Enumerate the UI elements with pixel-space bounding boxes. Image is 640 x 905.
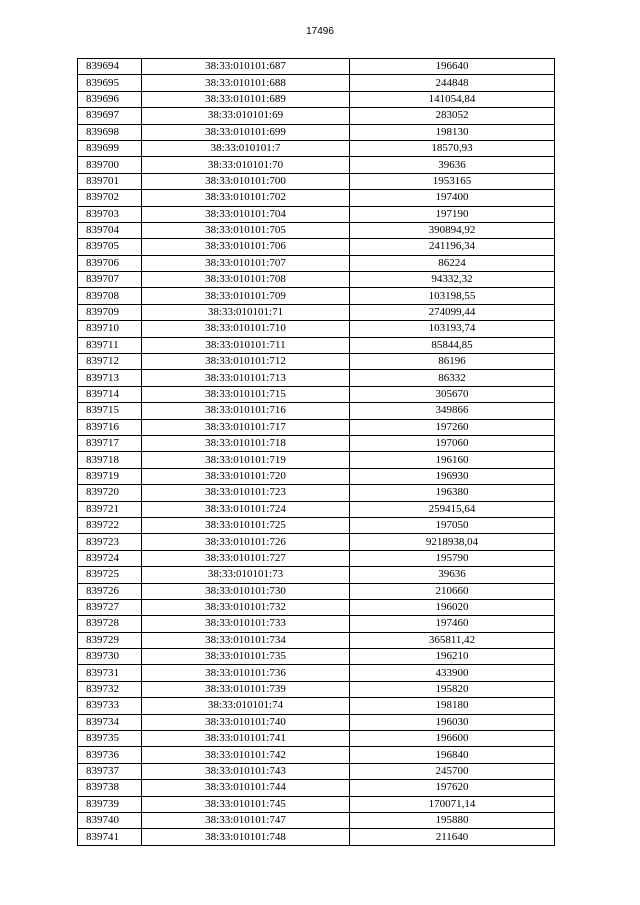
row-id-cell: 839710 — [78, 321, 142, 337]
table-row — [78, 272, 555, 288]
table-row — [78, 780, 555, 796]
cadastral-number-cell: 38:33:010101:708 — [142, 272, 350, 288]
table-row — [78, 812, 555, 828]
row-id-cell: 839720 — [78, 485, 142, 501]
cadastral-number-cell: 38:33:010101:713 — [142, 370, 350, 386]
cadastral-value-cell: 1953165 — [350, 173, 555, 189]
row-id-cell: 839741 — [78, 829, 142, 845]
table-row — [78, 534, 555, 550]
cadastral-value-cell: 196600 — [350, 731, 555, 747]
cadastral-value-cell: 195790 — [350, 550, 555, 566]
cadastral-number-cell: 38:33:010101:727 — [142, 550, 350, 566]
cadastral-value-cell: 245700 — [350, 763, 555, 779]
row-id-cell: 839711 — [78, 337, 142, 353]
table-row — [78, 354, 555, 370]
table-row — [78, 124, 555, 140]
row-id-cell: 839719 — [78, 468, 142, 484]
cadastral-number-cell: 38:33:010101:732 — [142, 599, 350, 615]
cadastral-number-cell: 38:33:010101:720 — [142, 468, 350, 484]
row-id-cell: 839718 — [78, 452, 142, 468]
cadastral-number-cell: 38:33:010101:735 — [142, 649, 350, 665]
cadastral-number-cell: 38:33:010101:711 — [142, 337, 350, 353]
row-id-cell: 839694 — [78, 59, 142, 75]
cadastral-value-cell: 103193,74 — [350, 321, 555, 337]
cadastral-value-cell: 18570,93 — [350, 140, 555, 156]
table-row — [78, 714, 555, 730]
cadastral-number-cell: 38:33:010101:688 — [142, 75, 350, 91]
row-id-cell: 839730 — [78, 649, 142, 665]
table-row — [78, 370, 555, 386]
cadastral-value-cell: 241196,34 — [350, 239, 555, 255]
table-row — [78, 485, 555, 501]
table-row — [78, 550, 555, 566]
table-row — [78, 75, 555, 91]
table-row — [78, 665, 555, 681]
cadastral-number-cell: 38:33:010101:717 — [142, 419, 350, 435]
cadastral-value-cell: 210660 — [350, 583, 555, 599]
row-id-cell: 839698 — [78, 124, 142, 140]
cadastral-value-cell: 86196 — [350, 354, 555, 370]
cadastral-number-cell: 38:33:010101:74 — [142, 698, 350, 714]
row-id-cell: 839723 — [78, 534, 142, 550]
table-row — [78, 419, 555, 435]
row-id-cell: 839726 — [78, 583, 142, 599]
cadastral-number-cell: 38:33:010101:69 — [142, 108, 350, 124]
cadastral-value-cell: 197050 — [350, 517, 555, 533]
table-row — [78, 649, 555, 665]
cadastral-value-cell: 305670 — [350, 386, 555, 402]
cadastral-number-cell: 38:33:010101:709 — [142, 288, 350, 304]
cadastral-value-cell: 196210 — [350, 649, 555, 665]
cadastral-number-cell: 38:33:010101:700 — [142, 173, 350, 189]
row-id-cell: 839695 — [78, 75, 142, 91]
table-row — [78, 632, 555, 648]
cadastral-number-cell: 38:33:010101:719 — [142, 452, 350, 468]
cadastral-value-cell: 283052 — [350, 108, 555, 124]
cadastral-number-cell: 38:33:010101:704 — [142, 206, 350, 222]
cadastral-value-cell: 196930 — [350, 468, 555, 484]
cadastral-value-cell: 390894,92 — [350, 222, 555, 238]
cadastral-value-cell: 103198,55 — [350, 288, 555, 304]
cadastral-number-cell: 38:33:010101:718 — [142, 435, 350, 451]
table-row — [78, 681, 555, 697]
row-id-cell: 839706 — [78, 255, 142, 271]
table-row — [78, 435, 555, 451]
cadastral-value-cell: 86332 — [350, 370, 555, 386]
row-id-cell: 839728 — [78, 616, 142, 632]
cadastral-value-cell: 197190 — [350, 206, 555, 222]
table-row — [78, 731, 555, 747]
row-id-cell: 839708 — [78, 288, 142, 304]
cadastral-value-cell: 433900 — [350, 665, 555, 681]
row-id-cell: 839704 — [78, 222, 142, 238]
cadastral-value-cell: 198180 — [350, 698, 555, 714]
cadastral-number-cell: 38:33:010101:725 — [142, 517, 350, 533]
table-row — [78, 763, 555, 779]
table-row — [78, 386, 555, 402]
table-row — [78, 91, 555, 107]
cadastral-number-cell: 38:33:010101:7 — [142, 140, 350, 156]
cadastral-number-cell: 38:33:010101:724 — [142, 501, 350, 517]
cadastral-value-cell: 244848 — [350, 75, 555, 91]
cadastral-number-cell: 38:33:010101:733 — [142, 616, 350, 632]
row-id-cell: 839705 — [78, 239, 142, 255]
table-row — [78, 517, 555, 533]
cadastral-value-cell: 274099,44 — [350, 304, 555, 320]
row-id-cell: 839697 — [78, 108, 142, 124]
cadastral-value-cell: 197260 — [350, 419, 555, 435]
table-row — [78, 829, 555, 845]
cadastral-number-cell: 38:33:010101:747 — [142, 812, 350, 828]
cadastral-number-cell: 38:33:010101:741 — [142, 731, 350, 747]
table-row — [78, 403, 555, 419]
cadastral-number-cell: 38:33:010101:710 — [142, 321, 350, 337]
row-id-cell: 839738 — [78, 780, 142, 796]
table-row — [78, 616, 555, 632]
row-id-cell: 839709 — [78, 304, 142, 320]
cadastral-value-cell: 197400 — [350, 190, 555, 206]
cadastral-value-cell: 198130 — [350, 124, 555, 140]
cadastral-number-cell: 38:33:010101:736 — [142, 665, 350, 681]
cadastral-number-cell: 38:33:010101:707 — [142, 255, 350, 271]
row-id-cell: 839734 — [78, 714, 142, 730]
row-id-cell: 839717 — [78, 435, 142, 451]
cadastral-number-cell: 38:33:010101:748 — [142, 829, 350, 845]
row-id-cell: 839724 — [78, 550, 142, 566]
row-id-cell: 839736 — [78, 747, 142, 763]
row-id-cell: 839737 — [78, 763, 142, 779]
table-row — [78, 140, 555, 156]
table-row — [78, 157, 555, 173]
row-id-cell: 839696 — [78, 91, 142, 107]
cadastral-number-cell: 38:33:010101:723 — [142, 485, 350, 501]
cadastral-number-cell: 38:33:010101:716 — [142, 403, 350, 419]
cadastral-number-cell: 38:33:010101:71 — [142, 304, 350, 320]
row-id-cell: 839731 — [78, 665, 142, 681]
cadastral-number-cell: 38:33:010101:712 — [142, 354, 350, 370]
row-id-cell: 839699 — [78, 140, 142, 156]
cadastral-number-cell: 38:33:010101:742 — [142, 747, 350, 763]
cadastral-value-cell: 170071,14 — [350, 796, 555, 812]
cadastral-value-cell: 197060 — [350, 435, 555, 451]
cadastral-value-cell: 196020 — [350, 599, 555, 615]
cadastral-number-cell: 38:33:010101:699 — [142, 124, 350, 140]
cadastral-value-cell: 211640 — [350, 829, 555, 845]
cadastral-number-cell: 38:33:010101:744 — [142, 780, 350, 796]
row-id-cell: 839701 — [78, 173, 142, 189]
cadastral-number-cell: 38:33:010101:726 — [142, 534, 350, 550]
row-id-cell: 839715 — [78, 403, 142, 419]
table-row — [78, 599, 555, 615]
row-id-cell: 839700 — [78, 157, 142, 173]
row-id-cell: 839739 — [78, 796, 142, 812]
row-id-cell: 839707 — [78, 272, 142, 288]
cadastral-value-cell: 94332,32 — [350, 272, 555, 288]
table-row — [78, 59, 555, 75]
row-id-cell: 839712 — [78, 354, 142, 370]
row-id-cell: 839733 — [78, 698, 142, 714]
table-row — [78, 190, 555, 206]
cadastral-value-cell: 197460 — [350, 616, 555, 632]
cadastral-number-cell: 38:33:010101:687 — [142, 59, 350, 75]
row-id-cell: 839721 — [78, 501, 142, 517]
cadastral-value-cell: 85844,85 — [350, 337, 555, 353]
cadastral-number-cell: 38:33:010101:689 — [142, 91, 350, 107]
table-row — [78, 288, 555, 304]
table-body — [78, 59, 555, 846]
cadastral-value-cell: 9218938,04 — [350, 534, 555, 550]
cadastral-value-cell: 195820 — [350, 681, 555, 697]
table-row — [78, 206, 555, 222]
row-id-cell: 839714 — [78, 386, 142, 402]
table-row — [78, 567, 555, 583]
cadastral-number-cell: 38:33:010101:739 — [142, 681, 350, 697]
cadastral-number-cell: 38:33:010101:715 — [142, 386, 350, 402]
cadastral-value-cell: 196640 — [350, 59, 555, 75]
table-row — [78, 796, 555, 812]
table-row — [78, 222, 555, 238]
cadastral-value-cell: 196160 — [350, 452, 555, 468]
row-id-cell: 839735 — [78, 731, 142, 747]
table-row — [78, 239, 555, 255]
row-id-cell: 839722 — [78, 517, 142, 533]
table-row — [78, 304, 555, 320]
row-id-cell: 839729 — [78, 632, 142, 648]
cadastral-value-cell: 259415,64 — [350, 501, 555, 517]
table-row — [78, 583, 555, 599]
cadastral-number-cell: 38:33:010101:705 — [142, 222, 350, 238]
page-number: 17496 — [306, 26, 334, 37]
row-id-cell: 839702 — [78, 190, 142, 206]
cadastral-value-cell: 39636 — [350, 157, 555, 173]
table-row — [78, 698, 555, 714]
cadastral-number-cell: 38:33:010101:706 — [142, 239, 350, 255]
row-id-cell: 839713 — [78, 370, 142, 386]
table-row — [78, 337, 555, 353]
cadastral-number-cell: 38:33:010101:743 — [142, 763, 350, 779]
table-row — [78, 747, 555, 763]
cadastral-value-cell: 196030 — [350, 714, 555, 730]
cadastral-value-cell: 39636 — [350, 567, 555, 583]
table-row — [78, 452, 555, 468]
cadastral-number-cell: 38:33:010101:745 — [142, 796, 350, 812]
cadastral-number-cell: 38:33:010101:70 — [142, 157, 350, 173]
cadastral-value-cell: 365811,42 — [350, 632, 555, 648]
table-row — [78, 321, 555, 337]
row-id-cell: 839725 — [78, 567, 142, 583]
cadastral-value-cell: 86224 — [350, 255, 555, 271]
cadastral-number-cell: 38:33:010101:702 — [142, 190, 350, 206]
row-id-cell: 839716 — [78, 419, 142, 435]
cadastral-value-cell: 196380 — [350, 485, 555, 501]
table-row — [78, 173, 555, 189]
cadastral-value-cell: 349866 — [350, 403, 555, 419]
table-row — [78, 255, 555, 271]
row-id-cell: 839740 — [78, 812, 142, 828]
cadastral-number-cell: 38:33:010101:734 — [142, 632, 350, 648]
cadastral-value-cell: 197620 — [350, 780, 555, 796]
table-row — [78, 108, 555, 124]
row-id-cell: 839732 — [78, 681, 142, 697]
cadastral-value-cell: 196840 — [350, 747, 555, 763]
row-id-cell: 839703 — [78, 206, 142, 222]
table-row — [78, 468, 555, 484]
cadastral-number-cell: 38:33:010101:73 — [142, 567, 350, 583]
cadastral-value-cell: 141054,84 — [350, 91, 555, 107]
cadastral-number-cell: 38:33:010101:740 — [142, 714, 350, 730]
cadastral-value-cell: 195880 — [350, 812, 555, 828]
cadastral-value-table — [77, 58, 555, 846]
table-row — [78, 501, 555, 517]
row-id-cell: 839727 — [78, 599, 142, 615]
cadastral-number-cell: 38:33:010101:730 — [142, 583, 350, 599]
